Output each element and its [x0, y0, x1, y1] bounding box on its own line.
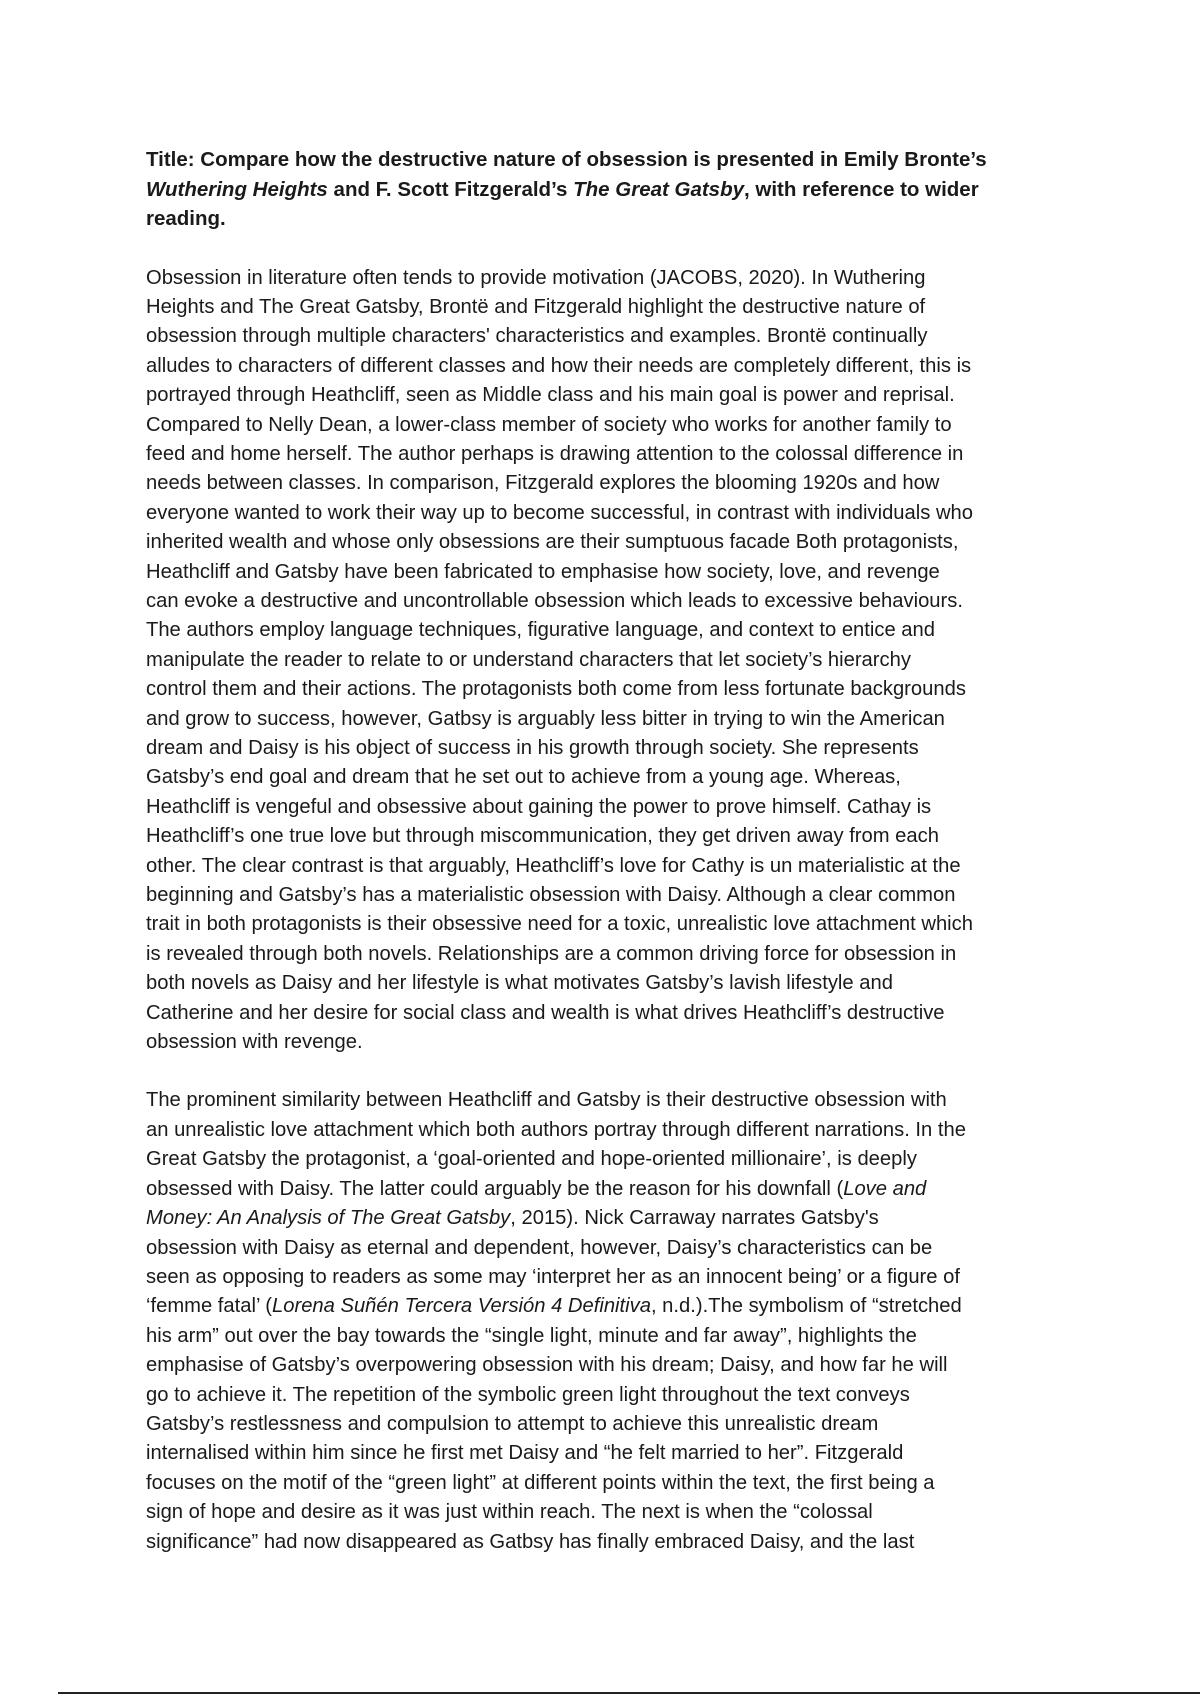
citation-title: Money: An Analysis of The Great Gatsby [146, 1207, 511, 1230]
paragraph-line: seen as opposing to readers as some may ‘interpret her as an innocent being’ or a figure of [146, 1265, 960, 1288]
paragraph-line: an unrealistic love attachment which both authors portray through different narrations. In the [146, 1118, 966, 1141]
paragraph-line: Gatsby’s restlessness and compulsion to attempt to achieve this unrealistic dream [146, 1412, 879, 1435]
paragraph-line: Great Gatsby the protagonist, a ‘goal-oriented and hope-oriented millionaire’, is deeply [146, 1148, 917, 1171]
paragraph-line: obsessed with Daisy. The latter could arguably be the reason for his downfall (Love and [146, 1177, 927, 1200]
title-line-2: Wuthering Heights and F. Scott Fitzgerald’s The Great Gatsby, with reference to wider [146, 177, 979, 201]
paragraph-line: Heathcliff and Gatsby have been fabricated to emphasise how society, love, and revenge [146, 560, 940, 583]
citation-title: Lorena Suñén Tercera Versión 4 Definitiva [272, 1295, 651, 1318]
paragraph-line: internalised within him since he first met Daisy and “he felt married to her”. Fitzgerald [146, 1442, 904, 1465]
paragraph-line: Heights and The Great Gatsby, Brontë and Fitzgerald highlight the destructive nature of [146, 295, 926, 318]
document-body [146, 145, 1066, 1586]
paragraph-line: The authors employ language techniques, figurative language, and context to entice and [146, 619, 935, 642]
paragraph-line: control them and their actions. The protagonists both come from less fortunate backgrounds [146, 678, 966, 701]
paragraph-line: Obsession in literature often tends to provide motivation (JACOBS, 2020). In Wuthering [146, 266, 926, 289]
paragraph-line: Heathcliff is vengeful and obsessive about gaining the power to prove himself. Cathay is [146, 795, 932, 818]
paragraph-2 [146, 1086, 1066, 1557]
paragraph-line: sign of hope and desire as it was just within reach. The next is when the “colossal [146, 1501, 873, 1524]
paragraph-line: manipulate the reader to relate to or understand characters that let society’s hierarchy [146, 648, 911, 671]
paragraph-line: Catherine and her desire for social class and wealth is what drives Heathcliff’s destructive [146, 1001, 945, 1024]
paragraph-line: other. The clear contrast is that arguably, Heathcliff’s love for Cathy is un materialistic at the [146, 854, 961, 877]
paragraph-1 [146, 264, 1066, 1058]
paragraph-line: everyone wanted to work their way up to become successful, in contrast with individuals who [146, 501, 973, 524]
paragraph-line: focuses on the motif of the “green light” at different points within the text, the first being a [146, 1471, 935, 1494]
paragraph-line: beginning and Gatsby’s has a materialistic obsession with Daisy. Although a clear common [146, 884, 956, 907]
paragraph-line: feed and home herself. The author perhaps is drawing attention to the colossal difference in [146, 442, 964, 465]
paragraph-line: alludes to characters of different classes and how their needs are completely different, this is [146, 354, 972, 377]
essay-title [146, 145, 1066, 234]
paragraph-line: obsession with Daisy as eternal and dependent, however, Daisy’s characteristics can be [146, 1236, 933, 1259]
paragraph-line: Compared to Nelly Dean, a lower-class member of society who works for another family to [146, 413, 952, 436]
paragraph-line: dream and Daisy is his object of success in his growth through society. She represents [146, 737, 919, 759]
paragraph-line: The prominent similarity between Heathcliff and Gatsby is their destructive obsession with [146, 1089, 947, 1112]
paragraph-line: obsession through multiple characters' characteristics and examples. Brontë continually [146, 325, 928, 348]
citation-title: Love and [843, 1177, 927, 1200]
paragraph-line: trait in both protagonists is their obsessive need for a toxic, unrealistic love attachment which [146, 913, 973, 936]
paragraph-line: portrayed through Heathcliff, seen as Middle class and his main goal is power and reprisal. [146, 384, 955, 407]
paragraph-line: needs between classes. In comparison, Fitzgerald explores the blooming 1920s and how [146, 472, 940, 495]
paragraph-line: his arm” out over the bay towards the “single light, minute and far away”, highlights the [146, 1324, 917, 1347]
paragraph-line: significance” had now disappeared as Gatbsy has finally embraced Daisy, and the last [146, 1530, 915, 1553]
title-line-3: reading. [146, 207, 226, 230]
paragraph-line: and grow to success, however, Gatbsy is arguably less bitter in trying to win the American [146, 707, 945, 730]
paragraph-line: Heathcliff’s one true love but through miscommunication, they get driven away from each [146, 825, 939, 848]
title-work-1: Wuthering Heights [146, 177, 328, 201]
paragraph-line: Money: An Analysis of The Great Gatsby, 2015). Nick Carraway narrates Gatsby's [146, 1207, 879, 1230]
paragraph-line: Gatsby’s end goal and dream that he set out to achieve from a young age. Whereas, [146, 766, 901, 789]
paragraph-line: can evoke a destructive and uncontrollable obsession which leads to excessive behaviours. [146, 589, 963, 612]
paragraph-line: both novels as Daisy and her lifestyle is what motivates Gatsby’s lavish lifestyle and [146, 972, 893, 995]
footer-divider [58, 1692, 1200, 1694]
paragraph-line: obsession with revenge. [146, 1031, 363, 1054]
paragraph-line: go to achieve it. The repetition of the symbolic green light throughout the text conveys [146, 1383, 910, 1406]
paragraph-line: inherited wealth and whose only obsessions are their sumptuous facade Both protagonists, [146, 531, 959, 554]
paragraph-line: ‘femme fatal’ (Lorena Suñén Tercera Versión 4 Definitiva, n.d.).The symbolism of “stretched [146, 1295, 962, 1318]
paragraph-line: emphasise of Gatsby’s overpowering obsession with his dream; Daisy, and how far he will [146, 1354, 948, 1377]
paragraph-line: is revealed through both novels. Relationships are a common driving force for obsession in [146, 942, 957, 965]
title-work-2: The Great Gatsby [573, 177, 745, 201]
title-line-1: Title: Compare how the destructive nature of obsession is presented in Emily Bronte’s [146, 148, 987, 171]
